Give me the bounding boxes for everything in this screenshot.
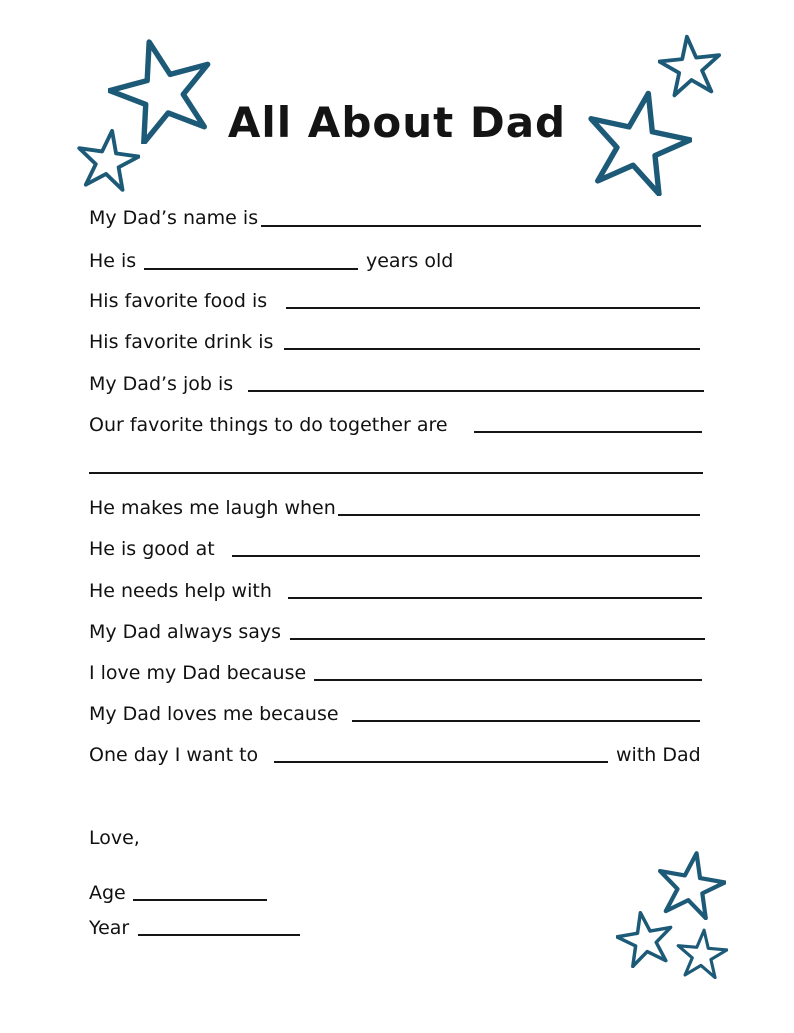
- blank-needs-help[interactable]: [288, 597, 702, 599]
- closing-love: Love,: [89, 827, 140, 849]
- star-icon-top-right-small: [658, 34, 722, 98]
- prompt-good-at: He is good at: [89, 538, 215, 560]
- prompt-dad-job: My Dad’s job is: [89, 373, 234, 395]
- page-title: All About Dad: [227, 98, 567, 147]
- blank-closing-age[interactable]: [133, 899, 267, 901]
- blank-make-laugh[interactable]: [338, 514, 700, 516]
- prompt-love-because: I love my Dad because: [89, 662, 307, 684]
- blank-favorite-drink[interactable]: [284, 348, 700, 350]
- blank-dad-name[interactable]: [261, 225, 701, 227]
- closing-year-label: Year: [89, 917, 130, 939]
- closing-age-label: Age: [89, 882, 126, 904]
- prompt-one-day-after: with Dad: [616, 744, 701, 766]
- star-icon-bottom-right-right: [676, 928, 728, 980]
- blank-age[interactable]: [144, 268, 358, 270]
- prompt-make-laugh: He makes me laugh when: [89, 497, 336, 519]
- blank-together[interactable]: [474, 431, 702, 433]
- blank-dad-job[interactable]: [248, 390, 704, 392]
- prompt-favorite-drink: His favorite drink is: [89, 331, 274, 353]
- star-icon-bottom-right-left: [616, 910, 674, 968]
- blank-always-says[interactable]: [290, 638, 705, 640]
- prompt-age-after: years old: [366, 250, 454, 272]
- blank-loves-me[interactable]: [352, 720, 700, 722]
- prompt-needs-help: He needs help with: [89, 580, 272, 602]
- blank-one-day[interactable]: [274, 761, 608, 763]
- prompt-age-before: He is: [89, 250, 137, 272]
- prompt-dad-name: My Dad’s name is: [89, 207, 259, 229]
- prompt-loves-me: My Dad loves me because: [89, 703, 339, 725]
- blank-together-continued[interactable]: [89, 472, 703, 474]
- prompt-always-says: My Dad always says: [89, 621, 282, 643]
- prompt-one-day-before: One day I want to: [89, 744, 259, 766]
- prompt-together: Our favorite things to do together are: [89, 414, 448, 436]
- blank-closing-year[interactable]: [138, 934, 300, 936]
- blank-love-because[interactable]: [314, 679, 702, 681]
- blank-good-at[interactable]: [232, 555, 700, 557]
- blank-favorite-food[interactable]: [286, 307, 700, 309]
- prompt-favorite-food: His favorite food is: [89, 290, 268, 312]
